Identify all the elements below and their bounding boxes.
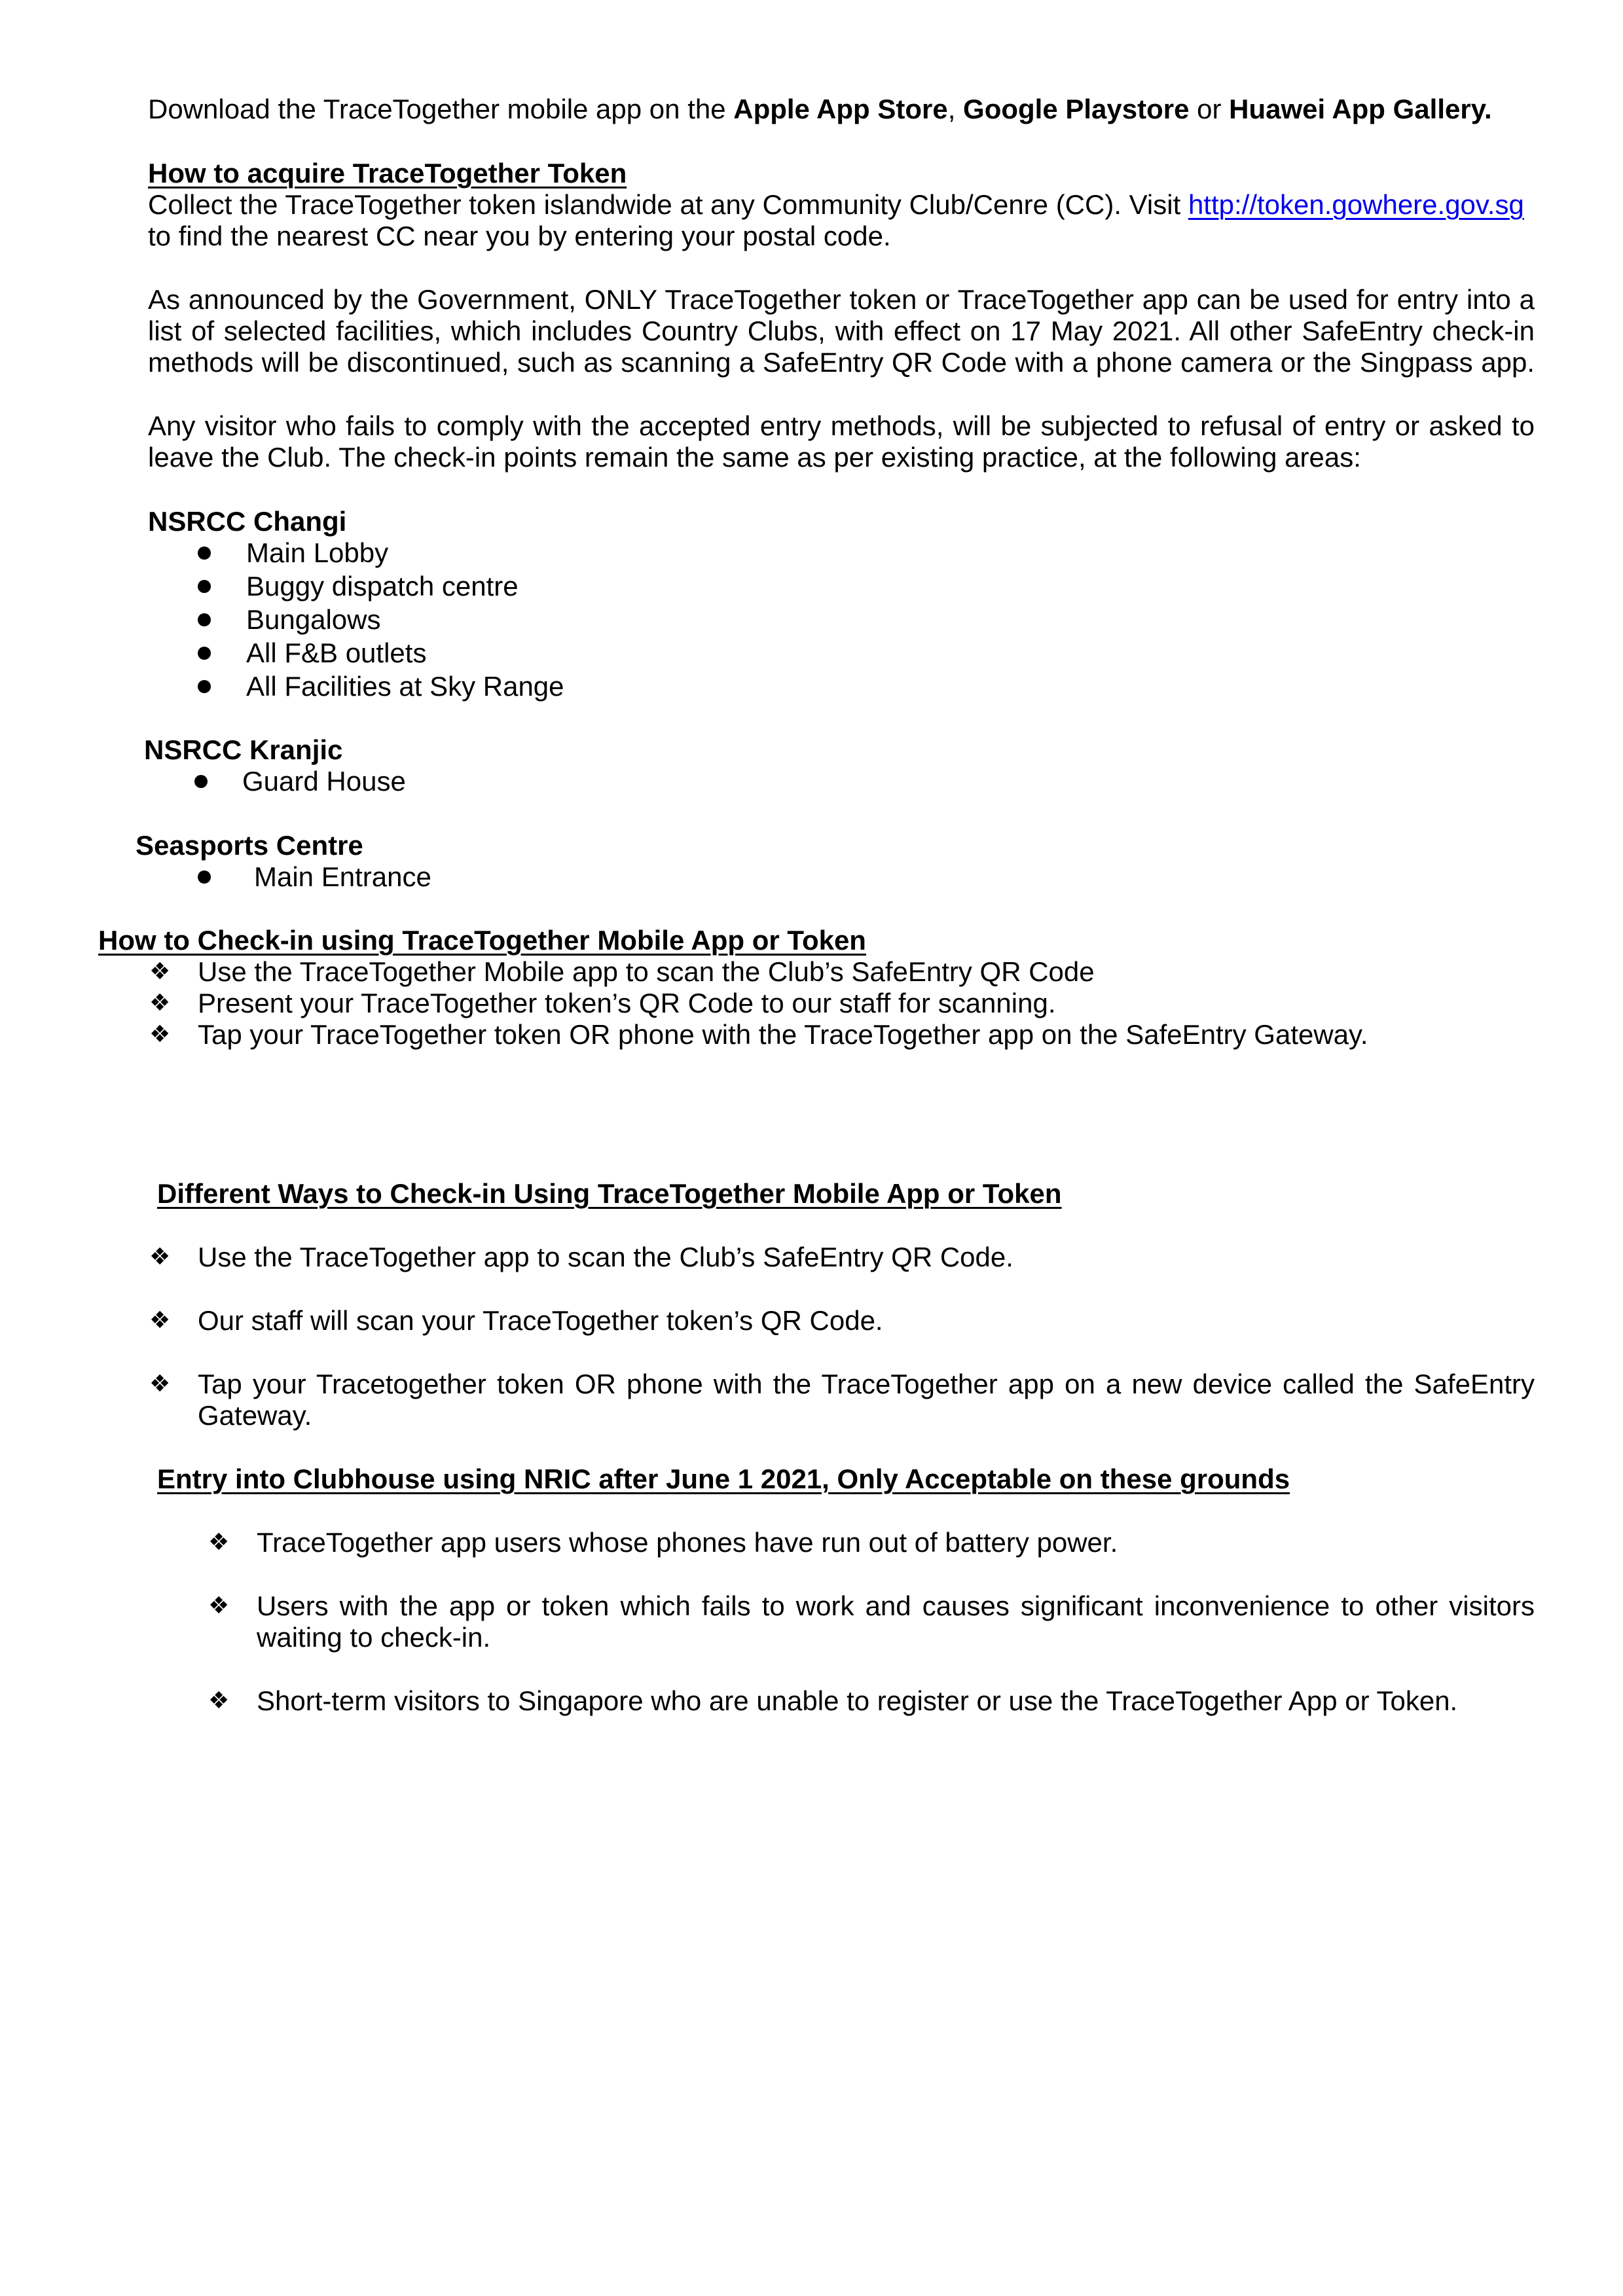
token-heading: How to acquire TraceTogether Token xyxy=(148,158,627,188)
compliance-line-1: Any visitor who fails to comply with the accepted entry methods, will be subjected to refusal of entry or asked to xyxy=(148,410,1535,441)
nric-item: TraceTogether app users whose phones have run out of battery power. xyxy=(257,1527,1118,1558)
bullet-dot-icon xyxy=(194,775,208,788)
bullet-dot-icon xyxy=(198,613,211,626)
bullet-dot-icon xyxy=(198,547,211,560)
ways-item: Use the TraceTogether app to scan the Club’s SafeEntry QR Code. xyxy=(198,1242,1013,1272)
token-gowhere-link[interactable]: http://token.gowhere.gov.sg xyxy=(1188,189,1524,220)
checkpoint-item: Guard House xyxy=(242,766,406,797)
compliance-line-2: leave the Club. The check-in points remain the same as per existing practice, at the following areas: xyxy=(148,442,1361,473)
token-text: Collect the TraceTogether token islandwide at any Community Club/Cenre (CC). Visit xyxy=(148,189,1188,220)
diamond-bullet-icon: ❖ xyxy=(208,1529,230,1556)
apple-app-store: Apple App Store xyxy=(733,94,948,124)
checkin-item: Present your TraceTogether token’s QR Code to our staff for scanning. xyxy=(198,988,1056,1018)
google-playstore: Google Playstore xyxy=(963,94,1190,124)
checkpoint-item: Buggy dispatch centre xyxy=(246,571,519,601)
diamond-bullet-icon: ❖ xyxy=(208,1687,230,1714)
intro-line xyxy=(148,94,1492,125)
bullet-dot-icon xyxy=(198,680,211,693)
diamond-bullet-icon: ❖ xyxy=(149,958,171,985)
announcement-line-1: As announced by the Government, ONLY TraceTogether token or TraceTogether app can be used for entry into a xyxy=(148,284,1535,315)
ways-heading: Different Ways to Check-in Using TraceTogether Mobile App or Token xyxy=(157,1178,1062,1209)
checkin-item: Use the TraceTogether Mobile app to scan the Club’s SafeEntry QR Code xyxy=(198,956,1095,987)
checkpoint-item: Main Lobby xyxy=(246,537,389,568)
bullet-dot-icon xyxy=(198,580,211,593)
token-line-2: to find the nearest CC near you by entering your postal code. xyxy=(148,221,891,251)
checkin-item: Tap your TraceTogether token OR phone with the TraceTogether app on the SafeEntry Gateway. xyxy=(198,1019,1368,1050)
location-title-seasports: Seasports Centre xyxy=(136,830,363,861)
ways-item-line: Tap your Tracetogether token OR phone with the TraceTogether app on a new device called the SafeEntry xyxy=(198,1369,1535,1399)
ways-item-line: Gateway. xyxy=(198,1400,312,1431)
nric-item-line: waiting to check-in. xyxy=(257,1622,491,1653)
checkpoint-item: Main Entrance xyxy=(254,861,431,892)
diamond-bullet-icon: ❖ xyxy=(149,990,171,1016)
announcement-line-2: list of selected facilities, which includes Country Clubs, with effect on 17 May 2021. All other SafeEntry check-in xyxy=(148,315,1535,346)
checkpoint-item: All F&B outlets xyxy=(246,637,427,668)
nric-item: Short-term visitors to Singapore who are unable to register or use the TraceTogether App or Token. xyxy=(257,1685,1458,1716)
bullet-dot-icon xyxy=(198,647,211,660)
nric-item-line: Users with the app or token which fails to work and causes significant inconvenience to other visitors xyxy=(257,1590,1535,1621)
intro-text: Download the TraceTogether mobile app on the xyxy=(148,94,734,124)
checkpoint-item: All Facilities at Sky Range xyxy=(246,671,564,702)
intro-separator: , xyxy=(947,94,964,124)
intro-separator: or xyxy=(1189,94,1230,124)
ways-item: Our staff will scan your TraceTogether token’s QR Code. xyxy=(198,1305,883,1336)
announcement-line-3: methods will be discontinued, such as scanning a SafeEntry QR Code with a phone camera or the Singpass app. xyxy=(148,347,1535,378)
token-line-1 xyxy=(148,189,1524,221)
huawei-app-gallery: Huawei App Gallery. xyxy=(1229,94,1492,124)
nric-heading: Entry into Clubhouse using NRIC after June 1 2021, Only Acceptable on these grounds xyxy=(157,1463,1290,1494)
diamond-bullet-icon: ❖ xyxy=(208,1592,230,1619)
checkpoint-item: Bungalows xyxy=(246,604,381,635)
checkin-heading: How to Check-in using TraceTogether Mobile App or Token xyxy=(98,925,866,956)
diamond-bullet-icon: ❖ xyxy=(149,1371,171,1397)
bullet-dot-icon xyxy=(198,870,211,884)
diamond-bullet-icon: ❖ xyxy=(149,1244,171,1270)
location-title-kranjic: NSRCC Kranjic xyxy=(144,734,343,765)
diamond-bullet-icon: ❖ xyxy=(149,1021,171,1048)
diamond-bullet-icon: ❖ xyxy=(149,1307,171,1334)
location-title-changi: NSRCC Changi xyxy=(148,506,347,537)
